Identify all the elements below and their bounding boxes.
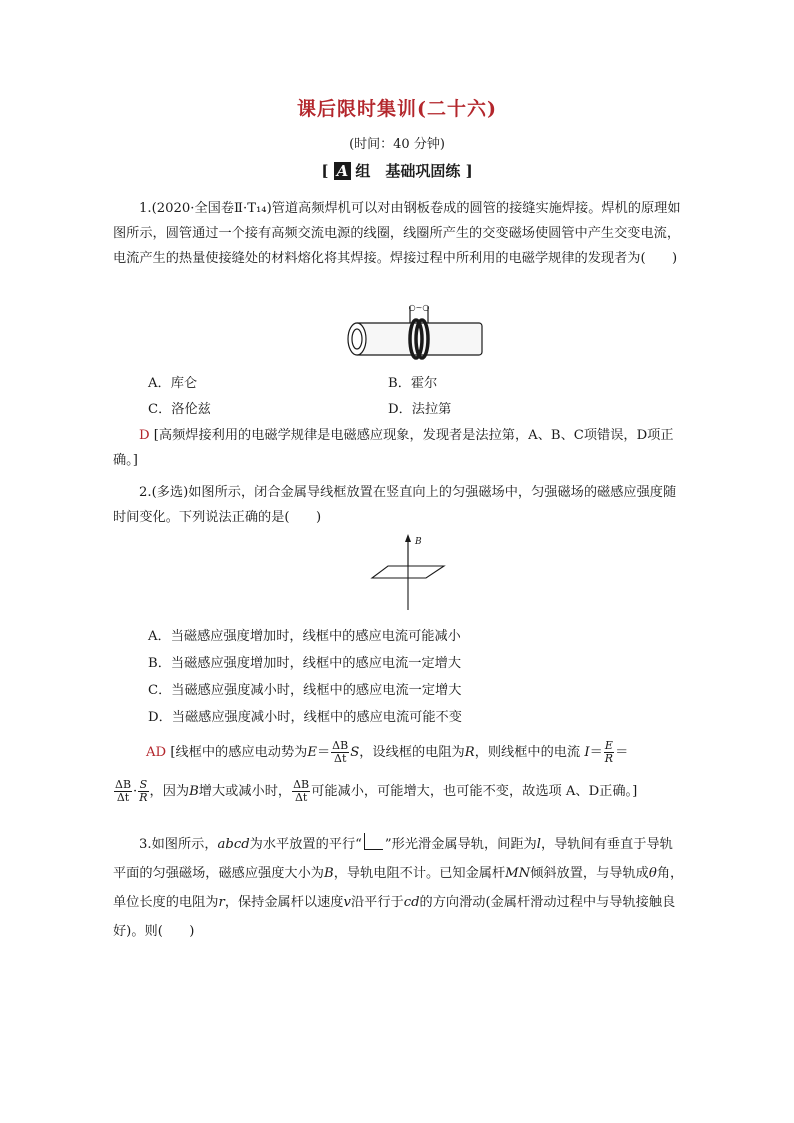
q2-answer-text: 可能减小，可能增大，也可能不变，故选项 A、D正确。] — [311, 784, 638, 799]
equals: ＝ — [615, 745, 629, 760]
fraction-s-r: $\frac{S}{R}$ — [139, 778, 148, 804]
bracket-close: ] — [465, 162, 473, 180]
var-s: S — [350, 745, 360, 760]
fraction-e-r: $\frac{E}{R}$ — [604, 739, 614, 765]
q1-answer-text: [高频焊接利用的电磁学规律是电磁感应现象，发现者是法拉第，A、B、C项错误，D项正确。] — [113, 428, 674, 468]
group-label: 组 基础巩固练 — [355, 162, 461, 180]
q2-option-d: D．当磁感应强度减小时，线框中的感应电流可能不变 — [148, 710, 462, 725]
equals: ＝ — [589, 745, 603, 760]
question-2-stem: 2.(多选)如图所示，闭合金属导线框放置在竖直向上的匀强磁场中，匀强磁场的磁感应强度随时间变化。下列说法正确的是( ) — [113, 485, 677, 525]
q1-option-c: C．洛伦兹 — [148, 402, 211, 417]
equals: ＝ — [316, 745, 331, 760]
rail-shape-icon — [364, 833, 383, 850]
q2-option-c: C．当磁感应强度减小时，线框中的感应电流一定增大 — [148, 683, 462, 698]
group-letter: A — [334, 162, 352, 180]
q1-answer — [113, 423, 685, 473]
q1-option-b: B．霍尔 — [388, 376, 438, 391]
question-3-stem: 3.如图所示，abcd为水平放置的平行“ ”形光滑金属导轨，间距为l，导轨间有垂直于导轨平面的匀强磁场，磁感应强度大小为B，导轨电阻不计。已知金属杆MN倾斜放置，与导轨成θ角，单位长度的电阻为r，保持金属杆以速度v沿平行于cd的方向滑动(金属杆滑动过程中与导轨接触良好)。则( ) — [113, 830, 685, 946]
dot: · — [133, 784, 138, 799]
q2-answer-text: [线框中的感应电动势为 — [170, 745, 308, 760]
magnetic-field-figure — [370, 530, 450, 612]
q2-answer-text: ，则线框中的电流 — [474, 745, 581, 760]
q2-answer-text: ，因为 — [149, 784, 190, 799]
bracket-open: [ — [321, 162, 329, 180]
var-r: R — [464, 745, 475, 760]
q1-answer-key: D — [139, 428, 150, 443]
q1-option-d: D．法拉第 — [388, 402, 452, 417]
q2-answer-line-1 — [113, 738, 685, 768]
ac-source-label: ○~○ — [408, 303, 430, 312]
welding-pipe-figure — [340, 300, 485, 362]
var-b: B — [189, 784, 199, 799]
q2-answer-text: ，设线框的电阻为 — [359, 745, 465, 760]
group-heading — [0, 160, 794, 181]
var-i: I — [584, 745, 590, 760]
q1-option-a: A．库仑 — [148, 376, 198, 391]
q2-option-a: A．当磁感应强度增加时，线框中的感应电流可能减小 — [148, 629, 461, 644]
fraction-db-dt: $\frac{\Delta B}{\Delta t}$ — [293, 778, 310, 804]
time-limit: (时间：40 分钟) — [349, 137, 445, 152]
fraction-db-dt: $\frac{\Delta B}{\Delta t}$ — [115, 778, 132, 804]
fraction-db-dt: $\frac{\Delta B}{\Delta t}$ — [332, 739, 349, 765]
q2-answer-line-2 — [113, 776, 685, 808]
field-label: B — [415, 537, 422, 547]
q2-option-b: B．当磁感应强度增加时，线框中的感应电流一定增大 — [148, 656, 462, 671]
page-title: 课后限时集训(二十六) — [297, 98, 497, 120]
q2-answer-text: 增大或减小时， — [198, 784, 292, 799]
var-e: E — [307, 745, 317, 760]
q2-answer-key: AD — [146, 745, 167, 760]
question-1-stem: 1.(2020·全国卷Ⅱ·T₁₄)管道高频焊机可以对由钢板卷成的圆管的接缝实施焊接。焊机的原理如图所示，圆管通过一个接有高频交流电源的线圈，线圈所产生的交变磁场使圆管中产生交变电流，电流产生的热量使接缝处的材料熔化将其焊接。焊接过程中所利用的电磁学规律的发现者为( ) — [113, 201, 681, 266]
